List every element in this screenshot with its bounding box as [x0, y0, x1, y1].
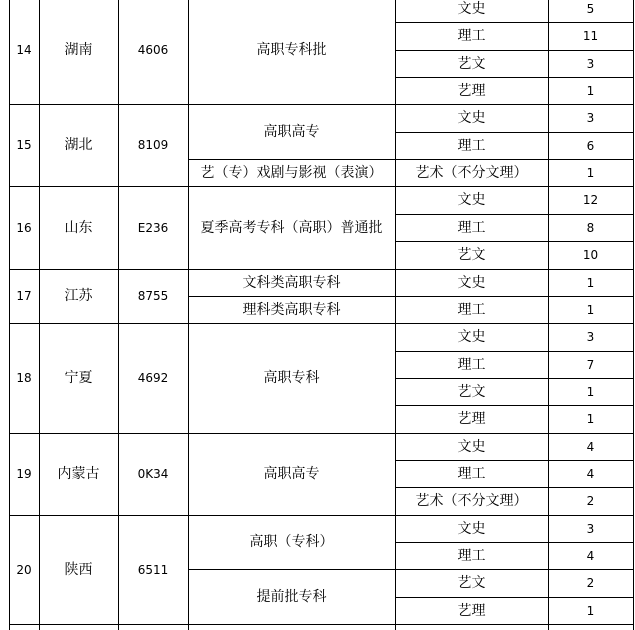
- count-cell: 6: [586, 138, 595, 153]
- column-line: [548, 0, 549, 630]
- code-cell: 4606: [137, 42, 169, 57]
- province-cell: 湖南: [64, 41, 93, 58]
- category-cell: 理工: [457, 356, 486, 373]
- category-cell: 文史: [457, 110, 486, 126]
- batch-cell: 夏季高考专科（高职）普通批: [200, 219, 383, 236]
- batch-cell: 高职高专: [263, 466, 320, 482]
- batch-cell: 高职高专: [263, 123, 320, 140]
- row-separator: [9, 624, 633, 625]
- count-cell: 4: [586, 466, 595, 481]
- category-cell: 理工: [457, 28, 486, 44]
- province-cell: 宁夏: [64, 370, 93, 386]
- category-cell: 理工: [457, 465, 486, 482]
- count-cell: 11: [582, 29, 599, 43]
- column-line: [188, 0, 189, 630]
- count-cell: 1: [586, 83, 595, 98]
- column-line: [633, 0, 634, 630]
- category-cell: 艺文: [457, 247, 486, 263]
- count-cell: 1: [586, 412, 595, 426]
- row-number: 14: [16, 42, 32, 57]
- batch-cell: 理科类高职专科: [242, 301, 341, 318]
- count-cell: 3: [586, 330, 595, 344]
- count-cell: 2: [586, 494, 595, 508]
- category-cell: 文史: [457, 329, 486, 345]
- category-cell: 文史: [457, 520, 486, 537]
- batch-cell: 高职专科: [263, 370, 320, 386]
- code-cell: 6511: [137, 562, 169, 577]
- row-number: 19: [16, 467, 32, 481]
- count-cell: 10: [582, 248, 599, 262]
- count-cell: 3: [586, 56, 595, 71]
- column-line: [9, 0, 10, 630]
- category-cell: 艺理: [457, 411, 486, 427]
- count-cell: 3: [586, 111, 595, 125]
- category-cell: 理工: [457, 219, 486, 236]
- batch-cell: 提前批专科: [256, 588, 327, 605]
- code-cell: 0K34: [137, 467, 169, 481]
- category-cell: 艺文: [457, 575, 486, 591]
- count-cell: 5: [586, 1, 595, 16]
- row-number: 16: [16, 220, 32, 235]
- province-cell: 陕西: [64, 561, 93, 578]
- count-cell: 12: [582, 193, 599, 207]
- category-cell: 文史: [457, 438, 486, 455]
- count-cell: 4: [586, 548, 595, 563]
- category-cell: 艺文: [457, 55, 486, 72]
- code-cell: E236: [137, 220, 169, 235]
- category-cell: 文史: [457, 0, 486, 17]
- category-cell: 文史: [457, 274, 486, 291]
- count-cell: 1: [586, 275, 595, 290]
- count-cell: 1: [586, 302, 595, 317]
- column-line: [395, 0, 396, 630]
- count-cell: 4: [586, 439, 595, 454]
- category-cell: 艺理: [457, 602, 486, 619]
- row-number: 20: [16, 562, 32, 577]
- count-cell: 2: [586, 576, 595, 590]
- category-cell: 理工: [457, 547, 486, 564]
- code-cell: 8755: [137, 289, 169, 303]
- count-cell: 3: [586, 521, 595, 536]
- province-cell: 山东: [64, 219, 93, 236]
- category-cell: 艺文: [457, 383, 486, 400]
- category-cell: 理工: [457, 137, 486, 154]
- batch-cell: 高职专科批: [256, 41, 327, 58]
- count-cell: 1: [586, 384, 595, 399]
- code-cell: 4692: [137, 371, 169, 385]
- code-cell: 8109: [137, 138, 169, 152]
- province-cell: 湖北: [64, 137, 93, 153]
- province-cell: 江苏: [64, 288, 93, 304]
- batch-cell: 高职（专科）: [249, 534, 334, 550]
- province-cell: 内蒙古: [57, 466, 100, 482]
- row-number: 18: [16, 371, 32, 385]
- category-cell: 艺术（不分文理）: [415, 493, 528, 509]
- count-cell: 8: [586, 220, 595, 235]
- category-cell: 艺理: [457, 82, 486, 99]
- column-line: [118, 0, 119, 630]
- category-cell: 文史: [457, 192, 486, 208]
- count-cell: 1: [586, 165, 595, 180]
- row-number: 17: [16, 289, 32, 303]
- batch-cell: 艺（专）戏剧与影视（表演）: [200, 164, 383, 181]
- column-line: [39, 0, 40, 630]
- row-number: 15: [16, 138, 32, 152]
- count-cell: 7: [586, 357, 595, 372]
- category-cell: 艺术（不分文理）: [415, 164, 528, 181]
- category-cell: 理工: [457, 301, 486, 318]
- count-cell: 1: [586, 603, 595, 618]
- batch-cell: 文科类高职专科: [242, 274, 341, 291]
